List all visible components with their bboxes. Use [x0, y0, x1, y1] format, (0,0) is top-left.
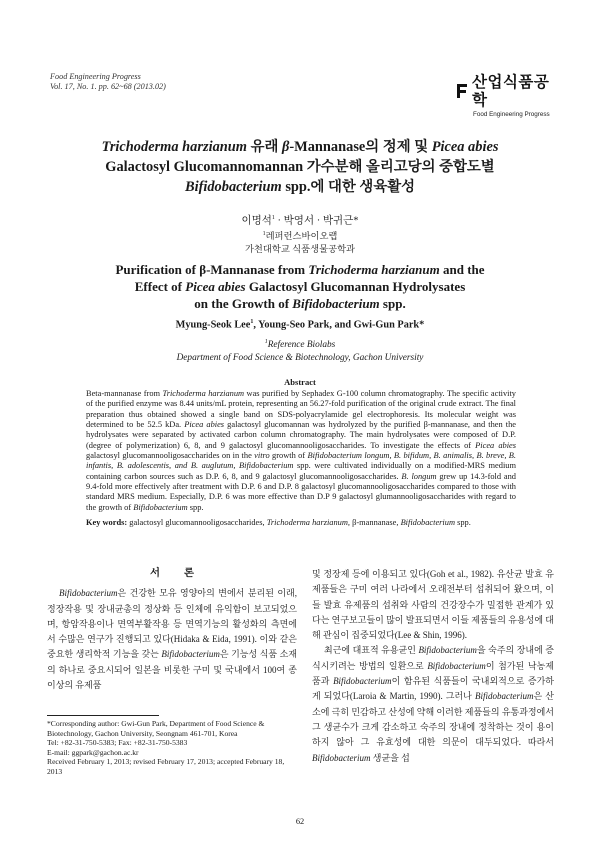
author-name: 박영서 [283, 215, 315, 227]
title-en-species: Bifidobacterium [292, 296, 380, 311]
title-ko-species: Picea abies [431, 139, 499, 155]
abstract-heading: Abstract [284, 377, 316, 387]
footnote-divider [47, 715, 159, 716]
journal-name: Food Engineering Progress [50, 72, 141, 81]
title-english [40, 261, 560, 312]
title-ko-species: Trichoderma harzianum [101, 139, 247, 155]
author-name: 박귀근 [322, 215, 354, 227]
title-ko-text: spp.에 대한 생육활성 [281, 179, 416, 195]
title-en-text: and the [439, 262, 485, 277]
abstract-body: Beta-mannanase from Trichoderma harzianum was purified by Sephadex G-100 column chromatography. The specific activity of the purified enzyme was 8.44 units/mL protein, representing an 56.27-fold purification of the original crude extract. The final preparation thus obtained showed a single band on SDS-polyacrylamide gel electrophoresis. Its molecular weight was determined to be 52.5 kDa. Picea abies galactosyl glucomannan was hydrolyzed by the purified β-mannanase, and then the hydrolysates were separated by activated carbon column chromatography. The main hydrolysates were composed of D.P. (degree of polymerization) 6, 8, and 9 galactosyl glucomannooligosaccharides. To investigate the effects of Picea abies galactosyl glucomannooligosaccharides on in the vitro growth of Bifidobacterium longum, B. bifidum, B. animalis, B. breve, B. infantis, B. adolescentis, and B. auglutum, Bifidobacterium spp. were cultivated individually on a modified-MRS medium containing carbon sources such as D.P. 6, 8, and 9 galactosyl glucomannooligosaccharides. B. longum grew up 14.3-fold and 9.4-fold more effectively after treatment with D.P. 6 and D.P. 8 galactosyl glucomannooligosaccharides compared to those with standard MRS medium. Especially, D.P. 6 was more effective than D.P 9 galactosyl glumannooligosaccharides with regard to the growth of Bifidobacterium spp. [86, 389, 517, 512]
footnote-received: Received February 1, 2013; revised February 17, 2013; accepted February 18, 2013 [47, 757, 285, 776]
footnote-email: E-mail: ggpark@gachon.ac.kr [47, 747, 139, 757]
title-korean [40, 137, 560, 197]
author-names: , Young-Seo Park, and Gwi-Gun Park* [253, 319, 425, 331]
paragraph: 및 정장제 등에 이용되고 있다(Goh et al., 1982). 유산균 발효 유제품들은 구미 여러 나라에서 오래전부터 섭취되어 왔으며, 이들 발효 유제품의 섭취와 사람의 건강장수가 밀접한 관계가 있다는 연구보고들이 많이 발표되면서 이들 제품들의 유용성에 대해 관심이 집중되었다(Lee & Shin, 1996). [312, 569, 554, 641]
authors-english: Myung-Seok Lee$^1$, Young-Seo Park, and Gwi-Gun Park* [175, 319, 425, 331]
footnote-corresponding: *Corresponding author: Gwi-Gun Park, Department of Food Science & Biotechnology, Gachon University, Seongnam 461-701, Korea [47, 719, 265, 738]
author-name: Myung-Seok Lee [175, 319, 251, 331]
affiliation-line: 레퍼런스바이오랩 [265, 232, 338, 243]
title-en-text: Effect of [134, 279, 186, 294]
body-right-column [312, 567, 554, 766]
keywords: Key words: galactosyl glucomannooligosaccharides, Trichoderma harzianum, β-mannanase, Bifidobacterium spp. [86, 518, 471, 527]
journal-header [50, 72, 166, 92]
section-heading: 서론 [149, 568, 219, 579]
footnote-phone: Tel: +82-31-750-5383; Fax: +82-31-750-5383 [47, 738, 188, 748]
title-ko-line2: Galactosyl Glucomannomannan 가수분해 올리고당의 중합도별 [105, 159, 495, 175]
affiliation-english: $^1$Reference Biolabs Department of Food Science & Biotechnology, Gachon University [0, 336, 600, 365]
title-en-species: Trichoderma harzianum [308, 262, 440, 277]
author-name: 이명석 [241, 215, 272, 227]
affiliation-line: Department of Food Science & Biotechnology, Gachon University [176, 353, 424, 364]
title-en-species: Picea abies [185, 279, 246, 294]
affiliation-korean: $^1$레퍼런스바이오랩 가천대학교 식품생물공학과 [0, 228, 600, 257]
logo-mark-icon [455, 82, 469, 100]
keywords-label: Key words: [86, 518, 128, 527]
title-en-text: Galactosyl Glucomannan Hydrolysates [245, 279, 466, 294]
logo-subtitle: Food Engineering Progress [473, 111, 550, 118]
affiliation-line: Reference Biolabs [267, 340, 336, 351]
title-ko-text: 유래 [246, 139, 282, 155]
logo-title: 산업식품공학 [472, 73, 550, 109]
title-ko-beta: β [281, 139, 290, 155]
body-left-column [47, 568, 297, 693]
footnote [47, 719, 292, 777]
title-en-text: spp. [379, 296, 406, 311]
page-number: 62 [295, 817, 305, 826]
title-ko-text: -Mannanase의 정제 및 [289, 139, 432, 155]
authors-korean: 이명석$^1$ · 박영서 · 박귀근* [241, 215, 359, 227]
paragraph: 최근에 대표적 유용균인 Bifidobacterium을 숙주의 장내에 증식시키려는 방법의 일환으로 Bifidobacterium이 첨가된 낙농제품과 Bifidobacterium이 함유된 식품들이 국내외적으로 증가하게 되었다(Laroia & Martin, 1990). 그러나 Bifidobacterium은 산소에 극히 민감하고 산성에 약해 이러한 제품들의 유통과정에서 그 생균수가 크게 감소하고 숙주의 장내에 정착하는 것이 용이하지 않아 그 유효성에 대한 의문이 대두되었다. 따라서 Bifidobacterium 생균을 섭 [312, 645, 554, 763]
title-en-text: on the Growth of [194, 296, 293, 311]
journal-volume: Vol. 17, No. 1. pp. 62~68 (2013.02) [50, 82, 166, 91]
title-ko-species: Bifidobacterium [184, 179, 282, 195]
journal-logo [455, 73, 558, 118]
paragraph: Bifidobacterium은 건강한 모유 영양아의 변에서 분리된 이래, 정장작용 및 장내균총의 정상화 등 인체에 유익함이 보고되었으며, 항암작용이나 면역부활작용 등 면역기능의 활성화의 측면에서 수많은 연구가 진행되고 있다(Hidaka & Eida, 1991). 이와 같은 중요한 생리학적 기능을 갖는 Bifidobacterium은 기능성 식품 소재의 하나로 중요시되어 일본을 비롯한 구미 및 국내에서 100여 종 이상의 유제품 [47, 588, 297, 691]
title-en-text: Purification of β-Mannanase from [115, 262, 309, 277]
affiliation-line: 가천대학교 식품생물공학과 [244, 245, 356, 256]
